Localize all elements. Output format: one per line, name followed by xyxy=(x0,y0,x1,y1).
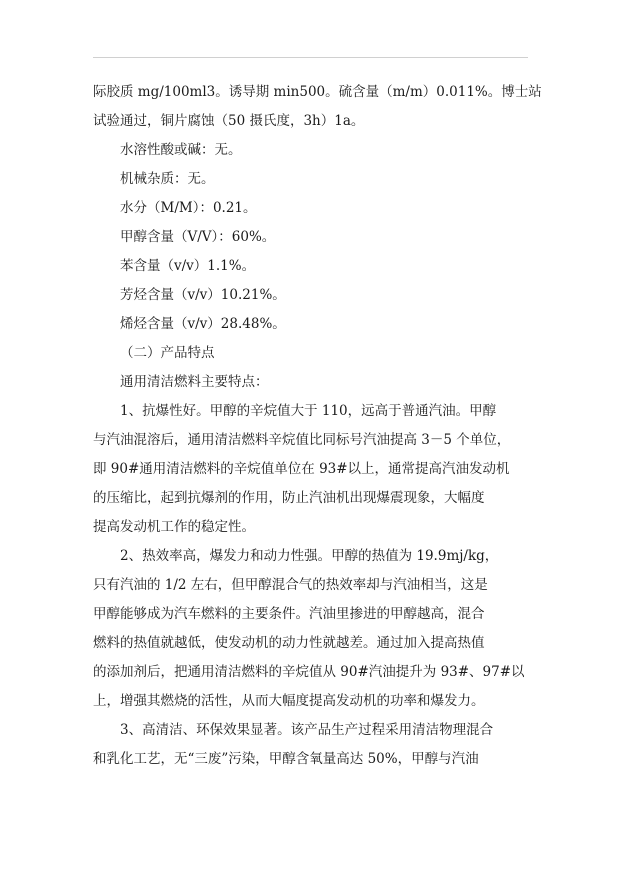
text-line: 1、抗爆性好。甲醇的辛烷值大于 110，远高于普通汽油。甲醇 xyxy=(120,403,497,419)
text-line: 际胶质 mg/100ml3。诱导期 min500。硫含量（m/m）0.011%。博士站 xyxy=(93,84,542,100)
text-line: 2、热效率高，爆发力和动力性强。甲醇的热值为 19.9mj/kg， xyxy=(120,548,499,564)
text-line: 的添加剂后，把通用清洁燃料的辛烷值从 90#汽油提升为 93#、97#以 xyxy=(93,664,525,680)
text-line: 烯烃含量（v/v）28.48%。 xyxy=(120,316,286,332)
header-divider xyxy=(93,57,528,58)
text-line: 试验通过，铜片腐蚀（50 摄氏度，3h）1a。 xyxy=(93,113,365,129)
text-line: 甲醇能够成为汽车燃料的主要条件。汽油里掺进的甲醇越高，混合 xyxy=(93,606,485,622)
text-line: 和乳化工艺，无“三废”污染，甲醇含氧量高达 50%，甲醇与汽油 xyxy=(93,751,479,767)
text-line: 上，增强其燃烧的活性，从而大幅度提高发动机的功率和爆发力。 xyxy=(93,693,485,709)
text-line: 即 90#通用清洁燃料的辛烷值单位在 93#以上，通常提高汽油发动机 xyxy=(93,461,510,477)
text-line: 与汽油混溶后，通用清洁燃料辛烷值比同标号汽油提高 3－5 个单位， xyxy=(93,432,511,448)
text-line: 通用清洁燃料主要特点： xyxy=(120,374,269,390)
text-line: 水分（M/M）：0.21。 xyxy=(120,200,257,216)
text-line: 甲醇含量（V/V）：60%。 xyxy=(120,229,276,245)
text-line: 机械杂质：无。 xyxy=(120,171,215,187)
text-line: （二）产品特点 xyxy=(120,345,215,361)
text-line: 水溶性酸或碱：无。 xyxy=(120,142,242,158)
text-line: 苯含量（v/v）1.1%。 xyxy=(120,258,256,274)
text-line: 的压缩比，起到抗爆剂的作用，防止汽油机出现爆震现象，大幅度 xyxy=(93,490,485,506)
document-body xyxy=(93,78,542,774)
text-line: 3、高清洁、环保效果显著。该产品生产过程采用清洁物理混合 xyxy=(120,722,494,738)
text-line: 燃料的热值就越低，使发动机的动力性就越差。通过加入提高热值 xyxy=(93,635,485,651)
text-line: 提高发动机工作的稳定性。 xyxy=(93,519,255,535)
text-line: 只有汽油的 1/2 左右，但甲醇混合气的热效率却与汽油相当，这是 xyxy=(93,577,488,593)
text-line: 芳烃含量（v/v）10.21%。 xyxy=(120,287,286,303)
